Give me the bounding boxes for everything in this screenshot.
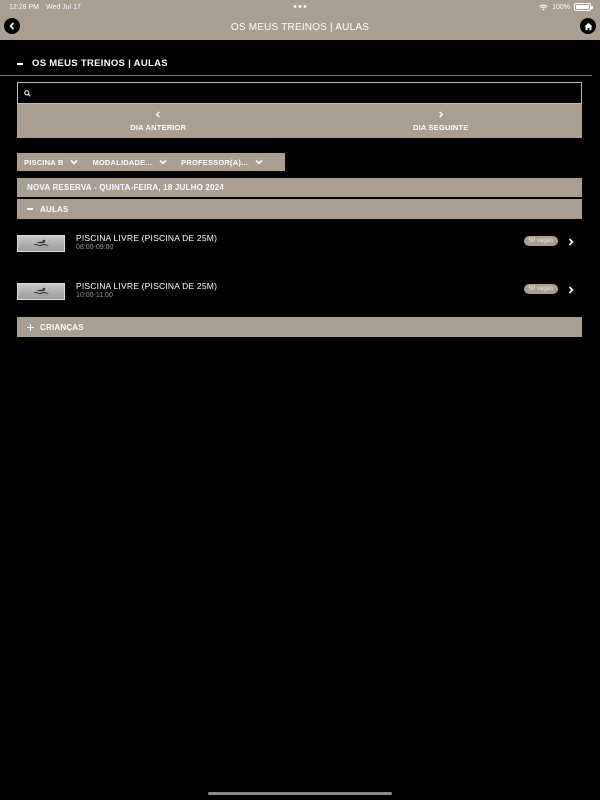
class-name: PISCINA LIVRE (PISCINA DE 25M) bbox=[76, 281, 218, 291]
group-criancas-label: CRIANÇAS bbox=[40, 322, 84, 332]
chevron-left-icon bbox=[8, 22, 16, 30]
home-button[interactable] bbox=[580, 18, 596, 34]
filter-modality[interactable] bbox=[85, 153, 174, 171]
filter-instructor-label: PROFESSOR(A)... bbox=[181, 157, 248, 167]
filter-location-label: PISCINA B bbox=[24, 157, 64, 167]
filter-location[interactable] bbox=[17, 153, 85, 171]
filter-modality-label: MODALIDADE... bbox=[92, 157, 153, 167]
chevron-right-icon bbox=[438, 111, 444, 118]
wifi-icon bbox=[539, 4, 548, 11]
section-header[interactable] bbox=[0, 52, 592, 76]
status-date: Wed Jul 17 bbox=[45, 3, 81, 11]
status-time: 12:28 PM bbox=[9, 3, 39, 11]
chevron-left-icon bbox=[155, 111, 161, 118]
home-indicator[interactable] bbox=[208, 792, 392, 795]
search-box[interactable] bbox=[17, 82, 582, 104]
collapse-icon bbox=[17, 63, 23, 65]
search-input[interactable] bbox=[31, 88, 581, 98]
reservation-date-bar bbox=[17, 178, 582, 197]
back-button[interactable] bbox=[4, 18, 20, 34]
class-item[interactable] bbox=[17, 224, 582, 260]
next-day-button[interactable] bbox=[300, 104, 583, 138]
class-item[interactable] bbox=[17, 272, 582, 308]
expand-icon bbox=[27, 324, 34, 331]
section-title: OS MEUS TREINOS | AULAS bbox=[32, 58, 168, 69]
reservation-date-label: NOVA RESERVA - QUINTA-FEIRA, 18 JULHO 2024 bbox=[27, 183, 225, 192]
battery-percent: 100% bbox=[552, 3, 570, 11]
chevron-down-icon bbox=[255, 159, 263, 165]
search-icon bbox=[24, 90, 31, 97]
chevron-down-icon bbox=[159, 159, 167, 165]
collapse-icon bbox=[27, 208, 33, 210]
next-day-label: DIA SEGUINTE bbox=[413, 122, 469, 132]
home-icon bbox=[584, 22, 593, 31]
group-criancas-header[interactable] bbox=[17, 317, 582, 337]
vagas-badge: 50 vagas bbox=[524, 284, 558, 294]
prev-day-button[interactable] bbox=[17, 104, 300, 138]
status-bar bbox=[0, 0, 600, 14]
chevron-right-icon[interactable] bbox=[568, 238, 574, 246]
swimmer-icon bbox=[33, 239, 49, 247]
chevron-down-icon bbox=[70, 159, 78, 165]
class-time: 10:00-11:00 bbox=[76, 292, 113, 299]
group-aulas-label: AULAS bbox=[40, 204, 69, 214]
class-thumbnail bbox=[17, 235, 65, 252]
vagas-badge: 50 vagas bbox=[524, 236, 558, 246]
nav-bar bbox=[0, 14, 600, 40]
battery-icon bbox=[574, 3, 591, 11]
day-navigation bbox=[17, 104, 582, 138]
filter-instructor[interactable] bbox=[174, 153, 270, 171]
class-time: 08:00-09:00 bbox=[76, 244, 114, 251]
filter-bar bbox=[17, 153, 285, 171]
group-aulas-header[interactable] bbox=[17, 199, 582, 219]
class-name: PISCINA LIVRE (PISCINA DE 25M) bbox=[76, 233, 218, 243]
chevron-right-icon[interactable] bbox=[568, 286, 574, 294]
swimmer-icon bbox=[33, 287, 49, 295]
prev-day-label: DIA ANTERIOR bbox=[130, 122, 187, 132]
nav-title: OS MEUS TREINOS | AULAS bbox=[230, 21, 370, 33]
class-thumbnail bbox=[17, 283, 65, 300]
multitask-dots-icon[interactable] bbox=[294, 5, 307, 8]
